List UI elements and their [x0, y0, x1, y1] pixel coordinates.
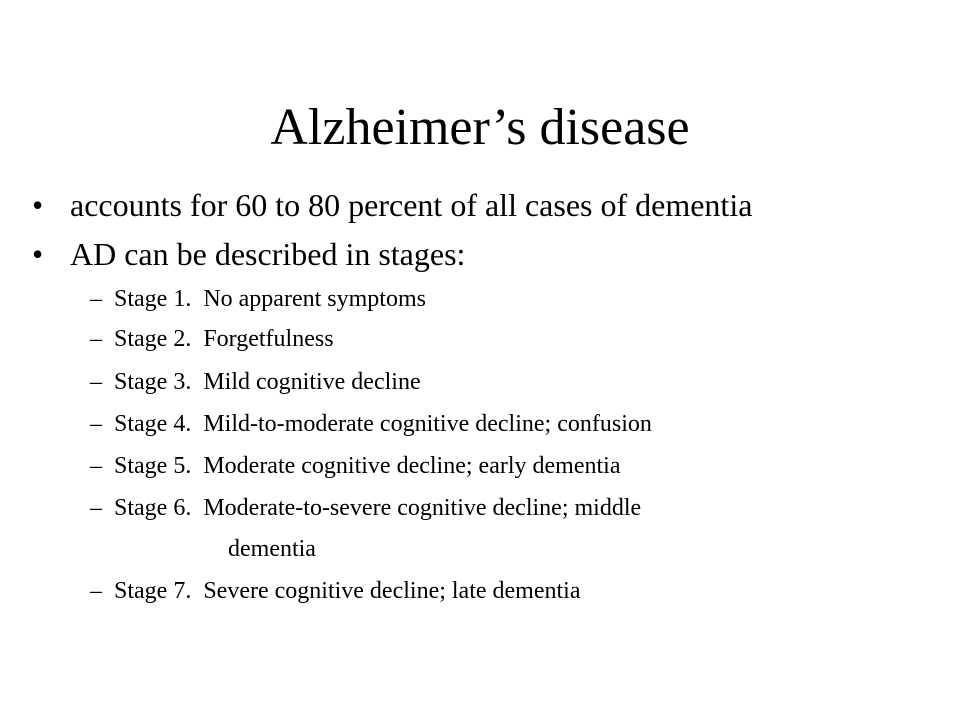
dash-marker: –: [90, 495, 102, 521]
stage-text: Stage 2. Forgetfulness: [114, 326, 334, 352]
bullet-item: [32, 234, 466, 274]
dash-marker: –: [90, 326, 102, 352]
dash-marker: –: [90, 578, 102, 604]
stage-text: Stage 6. Moderate-to-severe cognitive decline; middle: [114, 495, 642, 521]
bullet-marker: •: [32, 187, 44, 223]
stage-text: Stage 7. Severe cognitive decline; late dementia: [114, 578, 581, 604]
stage-item: [90, 576, 581, 606]
slide-title: Alzheimer’s disease: [270, 99, 690, 156]
stage-continuation: dementia: [228, 536, 316, 562]
stage-text: Stage 4. Mild-to-moderate cognitive decline; confusion: [114, 411, 652, 437]
stage-text: Stage 5. Moderate cognitive decline; early dementia: [114, 453, 621, 479]
dash-marker: –: [90, 453, 102, 479]
stage-item: [90, 409, 652, 439]
stage-item: [90, 451, 621, 481]
stage-text: Stage 1. No apparent symptoms: [114, 286, 426, 312]
stage-item: [90, 367, 421, 397]
dash-marker: –: [90, 411, 102, 437]
dash-marker: –: [90, 369, 102, 395]
stage-text: Stage 3. Mild cognitive decline: [114, 369, 421, 395]
bullet-text: accounts for 60 to 80 percent of all cases of dementia: [70, 187, 753, 223]
stage-item: [90, 284, 426, 314]
stage-item: [90, 493, 642, 523]
bullet-text: AD can be described in stages:: [70, 236, 466, 272]
dash-marker: –: [90, 286, 102, 312]
stage-item: [90, 324, 334, 354]
bullet-item: [32, 185, 753, 225]
bullet-marker: •: [32, 236, 44, 272]
